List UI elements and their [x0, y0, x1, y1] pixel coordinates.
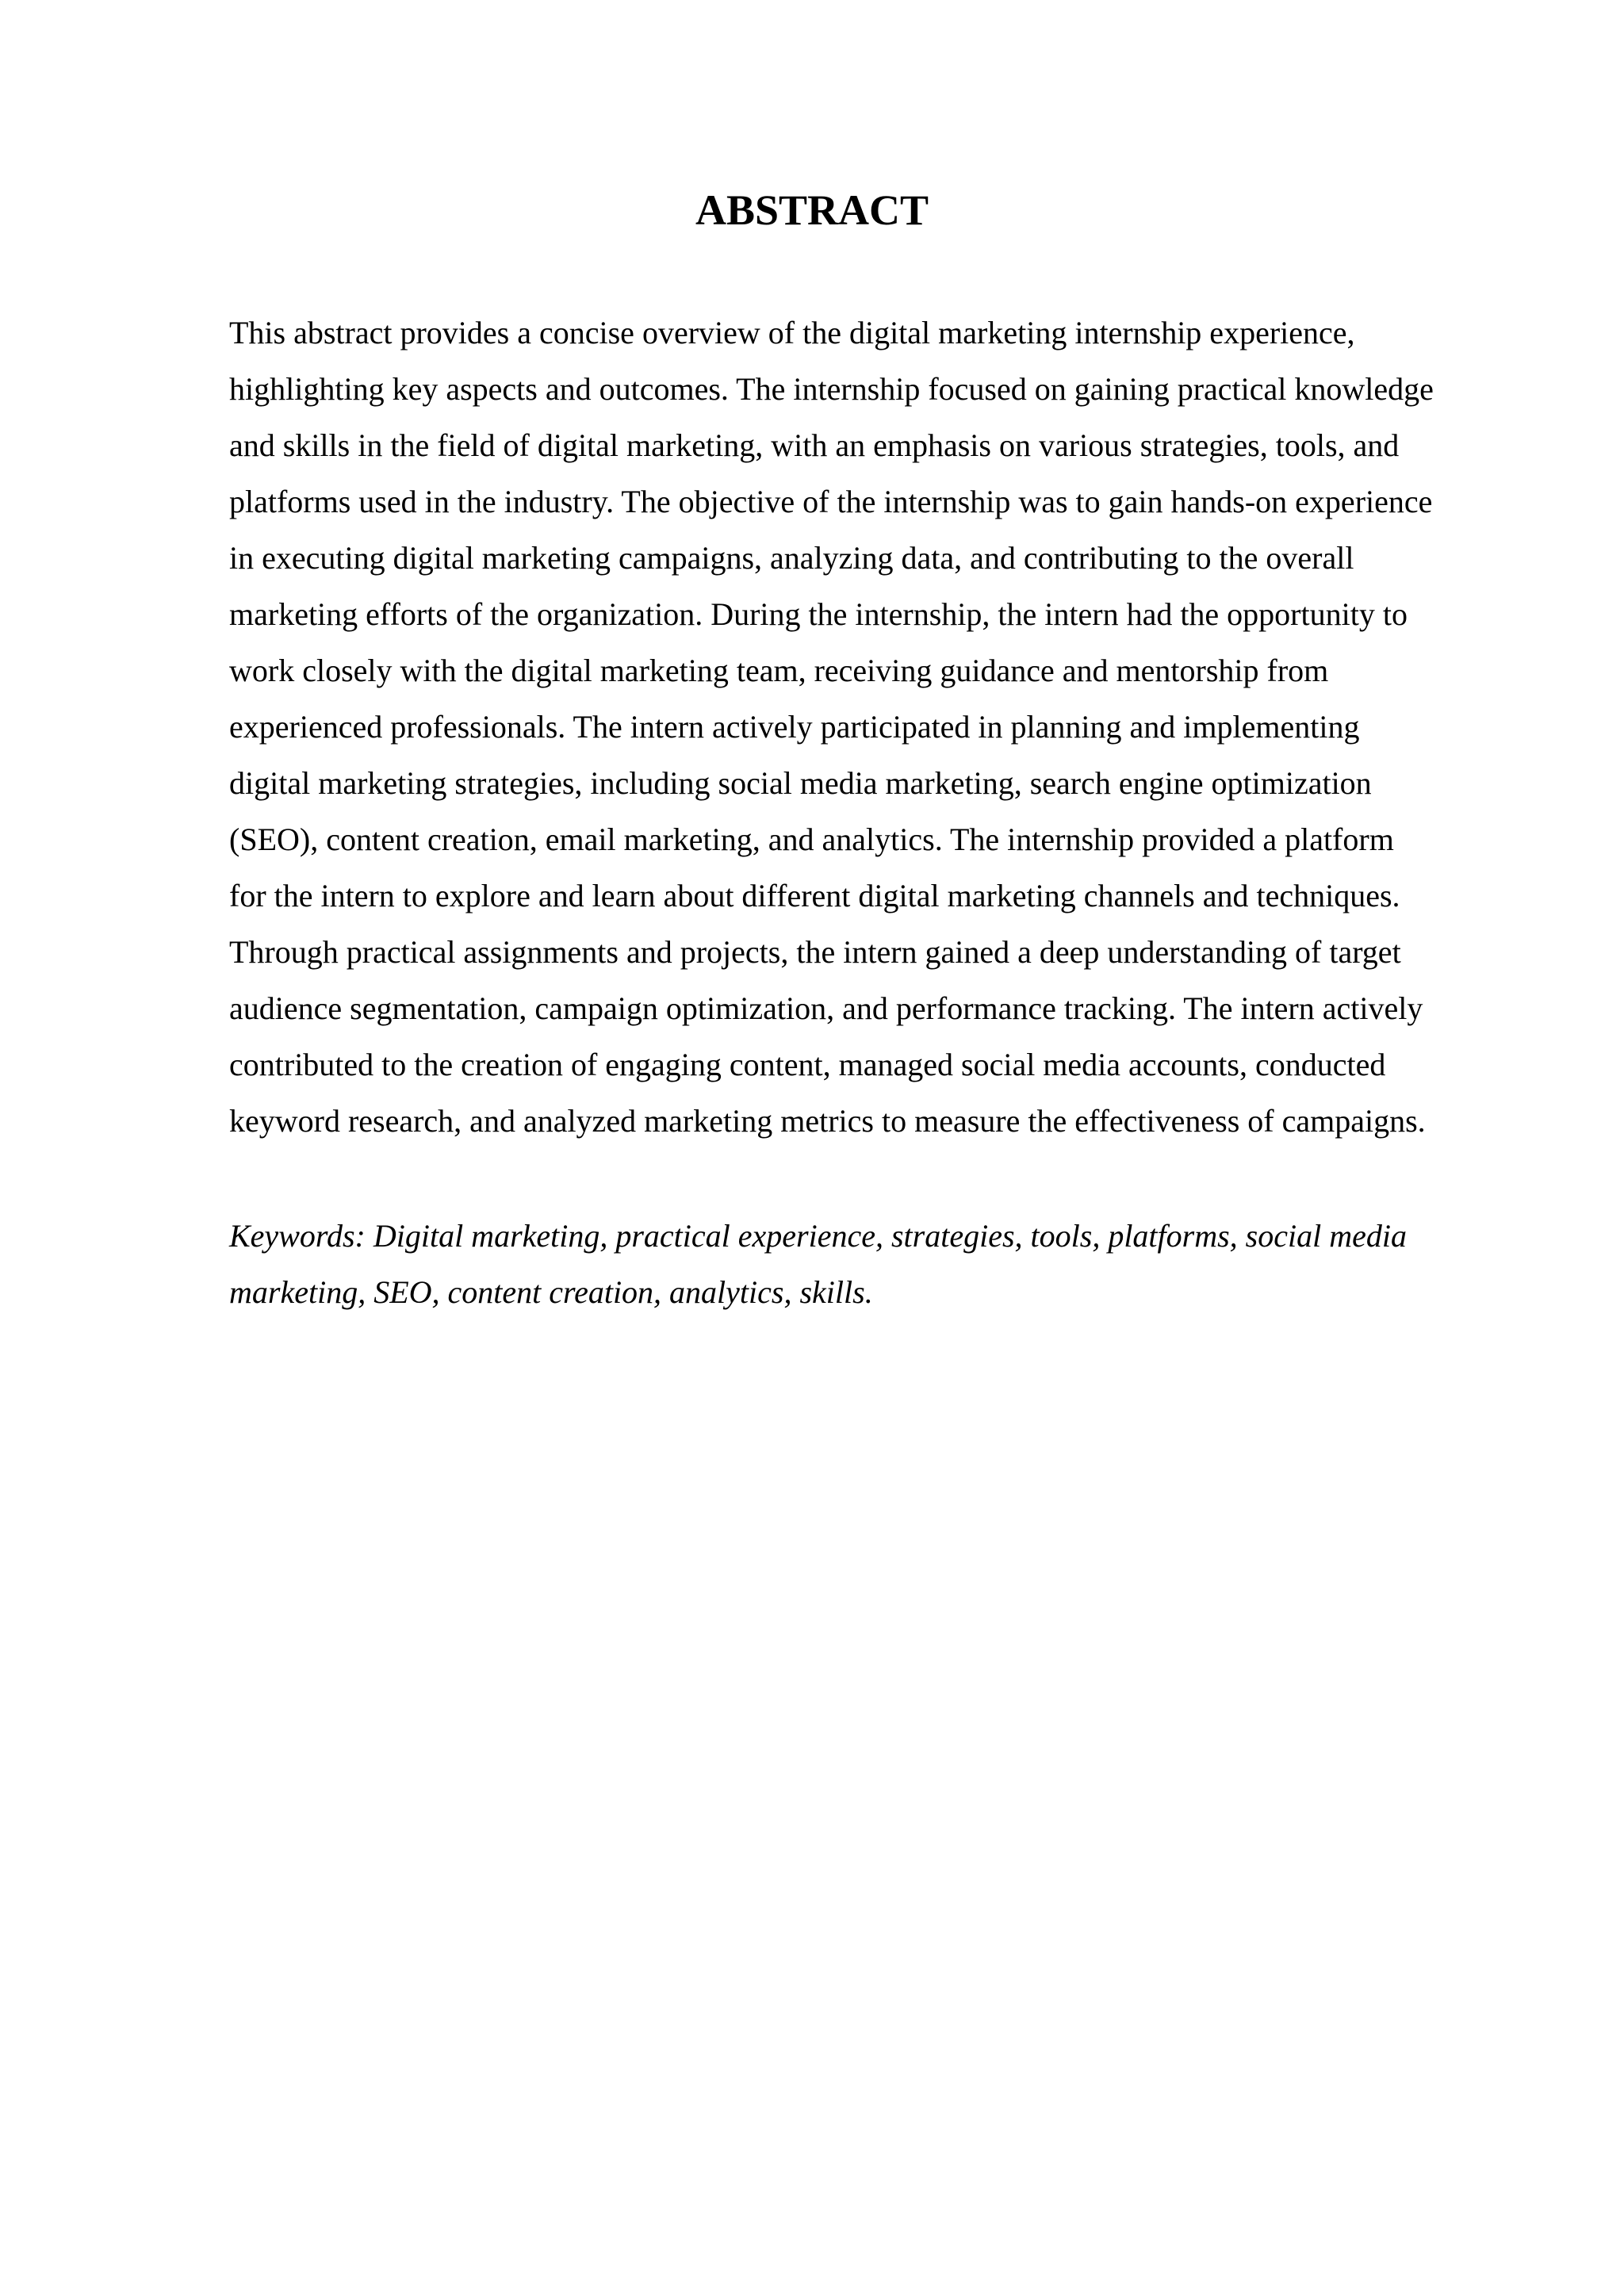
- page-title: ABSTRACT: [695, 186, 929, 234]
- body-line: contributed to the creation of engaging content, managed social media accounts, conducted: [229, 1047, 1386, 1082]
- body-line: work closely with the digital marketing team, receiving guidance and mentorship from: [229, 653, 1329, 688]
- abstract-paragraph: [229, 304, 1498, 1149]
- body-line: and skills in the field of digital marketing, with an emphasis on various strategies, tools, and: [229, 427, 1400, 463]
- body-line: digital marketing strategies, including social media marketing, search engine optimization: [229, 765, 1372, 801]
- body-line: (SEO), content creation, email marketing, and analytics. The internship provided a platform: [229, 821, 1394, 857]
- body-line: marketing efforts of the organization. During the internship, the intern had the opportunity to: [229, 596, 1408, 632]
- body-line: Through practical assignments and projects, the intern gained a deep understanding of target: [229, 934, 1401, 970]
- body-line: keyword research, and analyzed marketing metrics to measure the effectiveness of campaigns.: [229, 1103, 1426, 1139]
- body-line: in executing digital marketing campaigns, analyzing data, and contributing to the overall: [229, 540, 1354, 576]
- body-line: This abstract provides a concise overview of the digital marketing internship experience,: [229, 315, 1355, 350]
- body-line: highlighting key aspects and outcomes. The internship focused on gaining practical knowledge: [229, 371, 1434, 407]
- body-line: for the intern to explore and learn about different digital marketing channels and techniques.: [229, 878, 1400, 913]
- keywords-line: marketing, SEO, content creation, analytics, skills.: [229, 1274, 873, 1310]
- keywords-line: Keywords: Digital marketing, practical experience, strategies, tools, platforms, social media: [229, 1218, 1407, 1254]
- body-line: audience segmentation, campaign optimization, and performance tracking. The intern actively: [229, 990, 1423, 1026]
- body-line: platforms used in the industry. The objective of the internship was to gain hands-on experience: [229, 484, 1433, 519]
- body-line: experienced professionals. The intern actively participated in planning and implementing: [229, 709, 1360, 745]
- keywords-paragraph: [229, 1208, 1498, 1320]
